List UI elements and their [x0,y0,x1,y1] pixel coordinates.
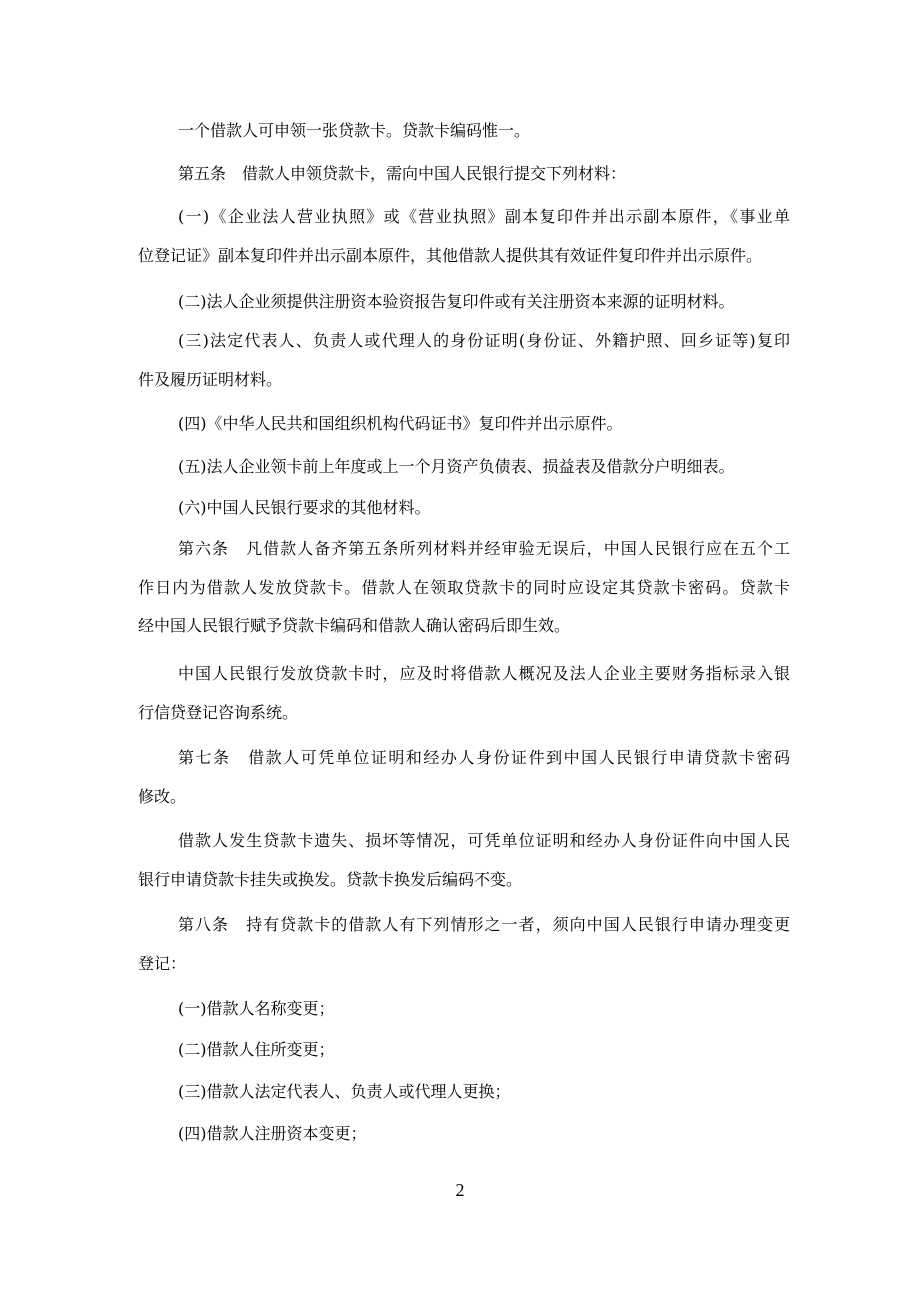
text-line: 第七条 借款人可凭单位证明和经办人身份证件到中国人民银行申请贷款卡密码 [178,748,790,767]
text-line: 银行申请贷款卡挂失或换发。贷款卡换发后编码不变。 [138,869,523,889]
text-line: 位登记证》副本复印件并出示副本原件，其他借款人提供其有效证件复印件并出示原件。 [138,245,763,265]
text-line: (五)法人企业领卡前上年度或上一个月资产负债表、损益表及借款分户明细表。 [178,457,735,476]
text-line: (三)借款人法定代表人、负责人或代理人更换； [178,1082,511,1101]
list-item [138,1031,790,1070]
text-line: 第八条 持有贷款卡的借款人有下列情形之一者，须向中国人民银行申请办理变更 [178,915,790,934]
list-item [138,1115,790,1154]
text-line: (一)《企业法人营业执照》或《营业执照》副本复印件并出示副本原件，《事业单 [178,207,790,226]
text-line: 经中国人民银行赋予贷款卡编码和借款人确认密码后即生效。 [138,616,571,635]
text-line: 中国人民银行发放贷款卡时，应及时将借款人概况及法人企业主要财务指标录入银 [178,664,790,683]
list-item [138,405,790,444]
list-item [138,322,790,399]
text-line: 借款人发生贷款卡遗失、损坏等情况，可凭单位证明和经办人身份证件向中国人民 [178,831,790,850]
paragraph [138,655,790,732]
list-item [138,198,790,275]
list-item [138,1073,790,1112]
text-line: 作日内为借款人发放贷款卡。借款人在领取贷款卡的同时应设定其贷款卡密码。贷款卡 [138,577,790,597]
text-line: 登记： [138,953,187,973]
text-line: (二)法人企业须提供注册资本验资报告复印件或有关注册资本来源的证明材料。 [178,292,735,311]
text-line: (六)中国人民银行要求的其他材料。 [178,498,431,517]
text-line: (三)法定代表人、负责人或代理人的身份证明(身份证、外籍护照、回乡证等)复印 [178,331,790,350]
list-item [138,990,790,1029]
paragraph [138,112,790,151]
text-line: 修改。 [138,786,187,806]
paragraph [138,822,790,899]
list-item [138,283,790,322]
text-line: 一个借款人可申领一张贷款卡。贷款卡编码惟一。 [178,121,531,140]
article-8 [138,906,790,983]
text-line: (四)《中华人民共和国组织机构代码证书》复印件并出示原件。 [178,414,623,433]
text-line: 第五条 借款人申领贷款卡，需向中国人民银行提交下列材料： [178,164,627,183]
page-number: 2 [455,1180,465,1200]
article-7 [138,739,790,816]
text-line: 行信贷登记咨询系统。 [138,702,299,722]
text-line: (四)借款人注册资本变更； [178,1124,367,1143]
article-5-heading [138,155,790,194]
text-line: 第六条 凡借款人备齐第五条所列材料并经审验无误后，中国人民银行应在五个工 [178,539,790,558]
text-line: 件及履历证明材料。 [138,369,283,389]
text-line: (二)借款人住所变更； [178,1040,335,1059]
text-line: (一)借款人名称变更； [178,999,335,1018]
article-6 [138,530,790,646]
list-item [138,448,790,487]
list-item [138,489,790,528]
